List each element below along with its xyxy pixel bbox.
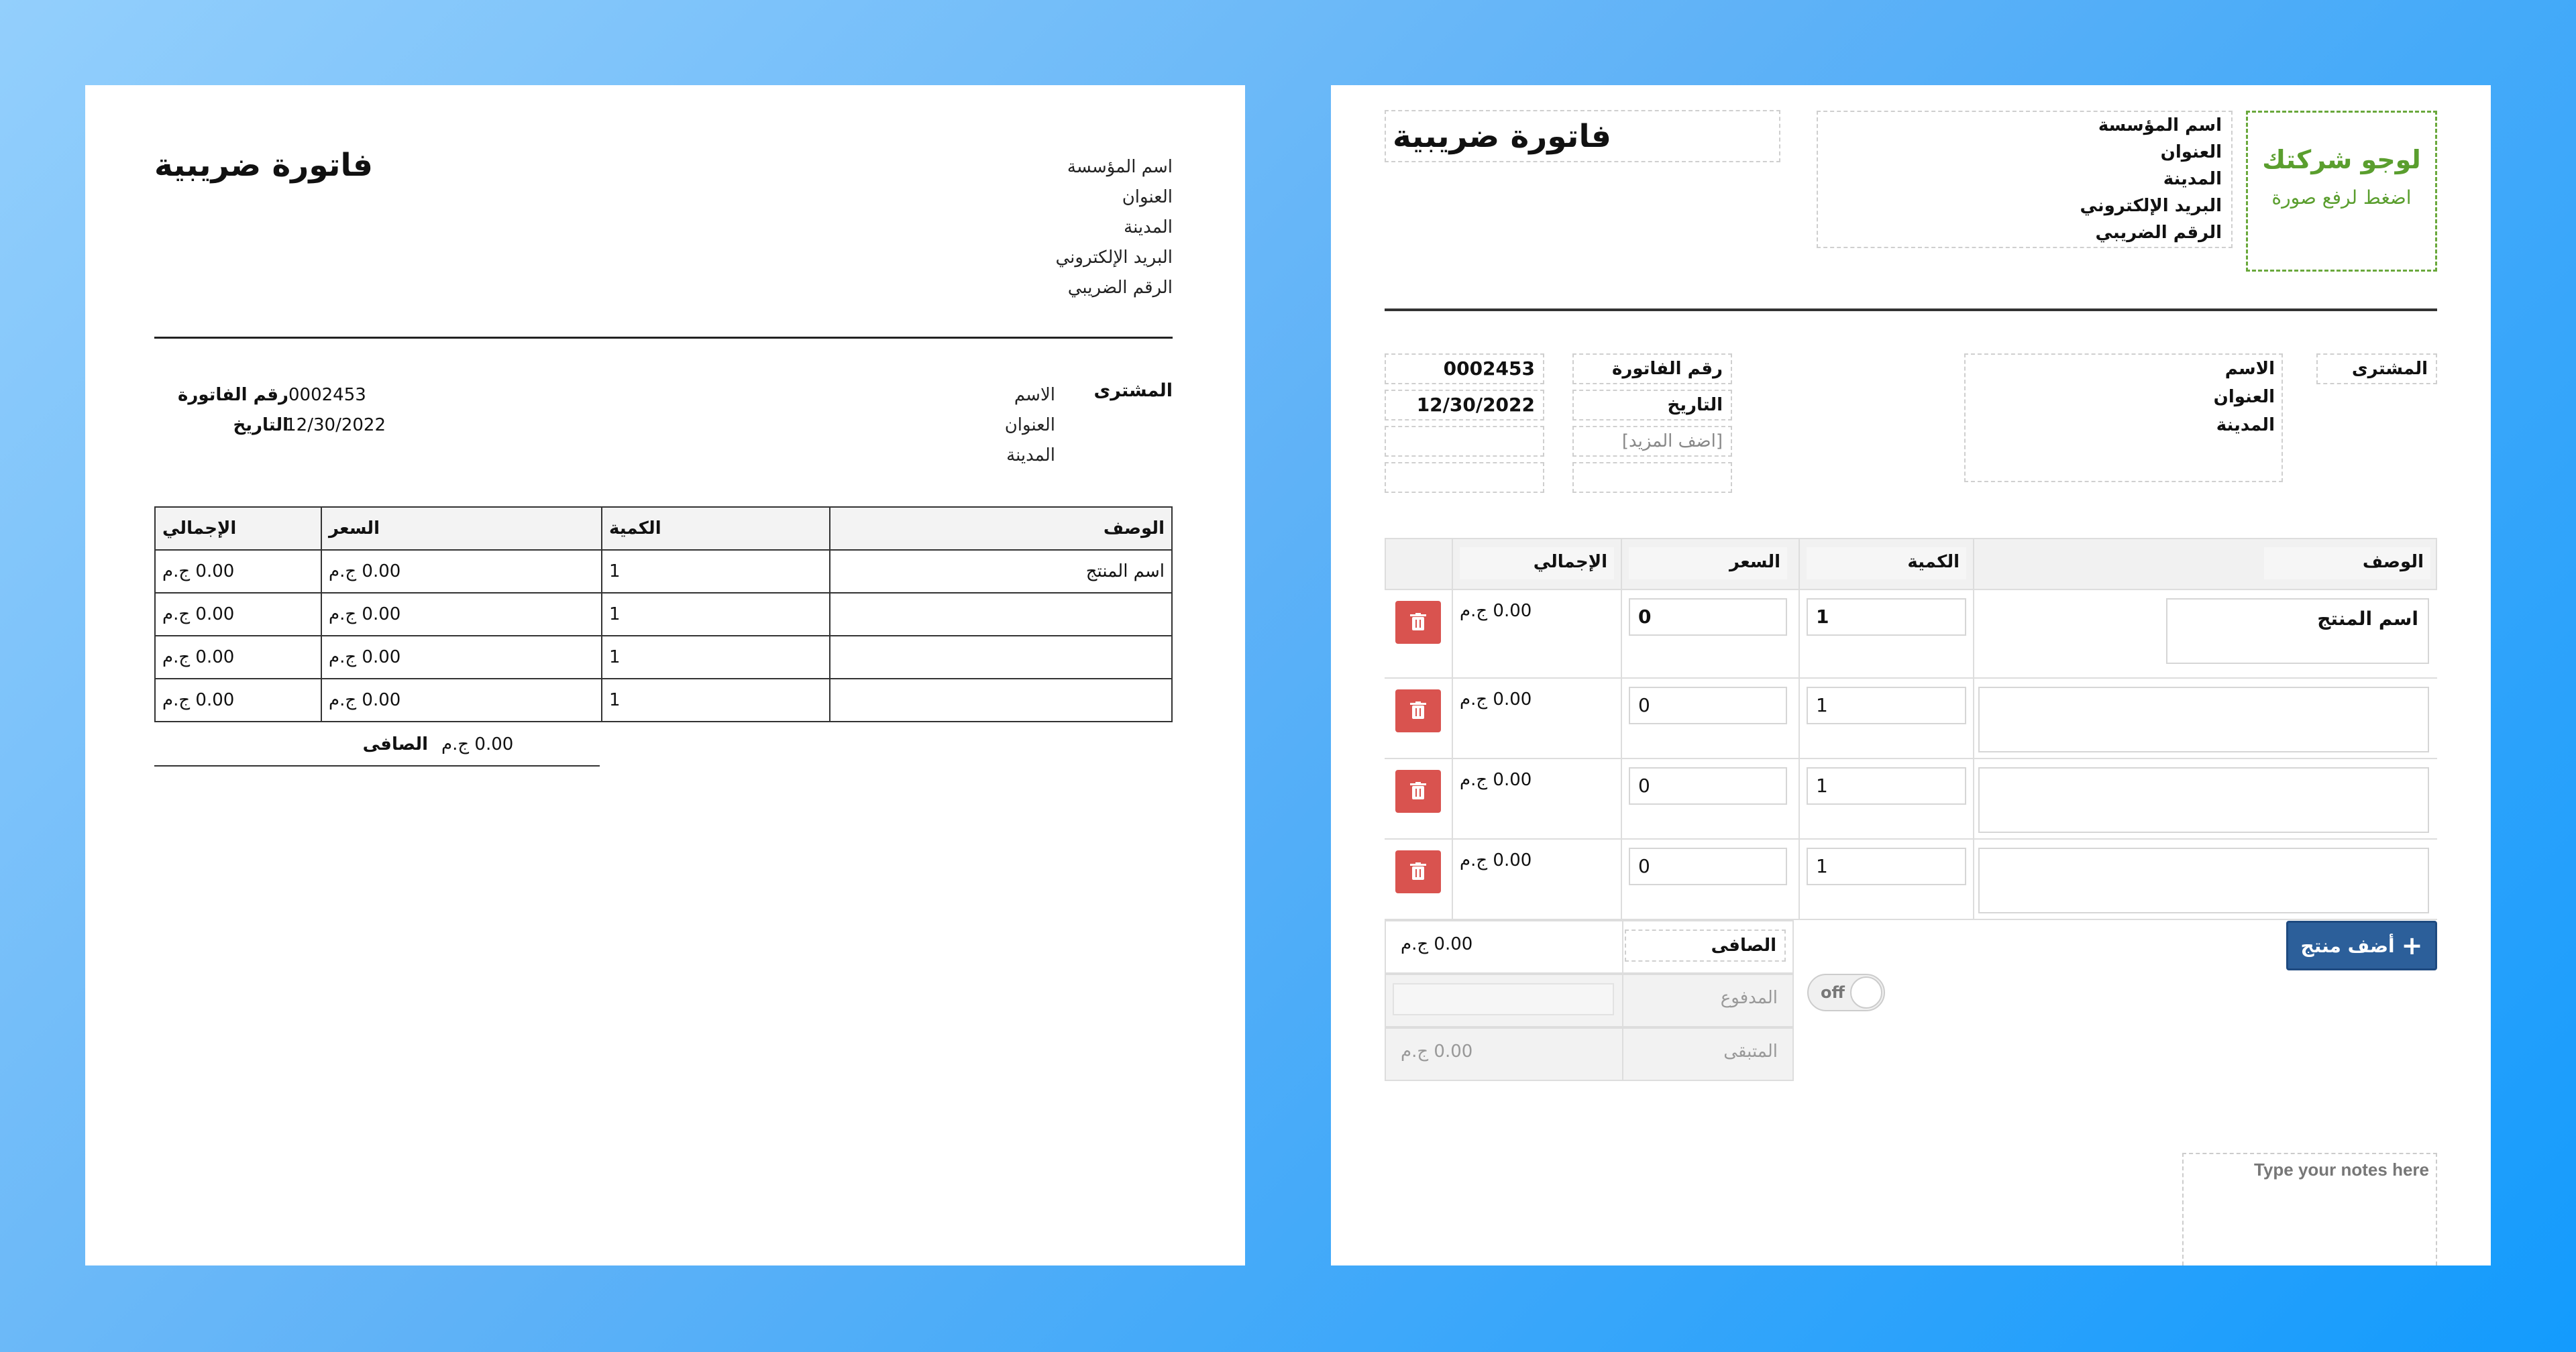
- editor-client-city[interactable]: المدينة: [2216, 415, 2275, 435]
- row-quantity: 1: [602, 550, 830, 593]
- row-total: 0.00 ج.م: [1460, 850, 1532, 870]
- editor-paid-row: [1385, 974, 1794, 1027]
- editor-title-field[interactable]: [1385, 110, 1780, 162]
- editor-paid-input[interactable]: [1393, 983, 1614, 1015]
- editor-remaining-label: المتبقى: [1723, 1041, 1778, 1062]
- paid-toggle[interactable]: [1807, 974, 1885, 1011]
- editor-header-quantity[interactable]: الكمية: [1807, 547, 1966, 579]
- table-row: [155, 636, 1172, 679]
- row-total: 0.00 ج.م: [155, 636, 321, 679]
- table-row: [155, 593, 1172, 636]
- row-description-input[interactable]: اسم المنتج: [2166, 598, 2429, 664]
- add-product-label: أضف منتج: [2300, 934, 2395, 957]
- row-quantity-input[interactable]: 1: [1807, 598, 1966, 636]
- row-total: 0.00 ج.م: [1460, 689, 1532, 710]
- preview-divider: [154, 337, 1173, 339]
- editor-remaining-value: 0.00 ج.م: [1401, 1041, 1473, 1062]
- row-total: 0.00 ج.م: [155, 679, 321, 722]
- preview-header-description: الوصف: [830, 507, 1172, 550]
- table-row: [1385, 590, 2437, 679]
- editor-client-name[interactable]: الاسم: [2224, 359, 2275, 379]
- invoice-preview-page: [85, 85, 1245, 1265]
- row-quantity: 1: [602, 636, 830, 679]
- row-price: 0.00 ج.م: [321, 679, 602, 722]
- preview-date-label: التاريخ: [233, 415, 288, 435]
- preview-invoice-meta: [154, 380, 386, 441]
- preview-client-label: المشترى: [1093, 380, 1173, 401]
- editor-company-name[interactable]: اسم المؤسسة: [2098, 115, 2222, 135]
- preview-net-value: 0.00 ج.م: [441, 734, 514, 754]
- row-price: 0.00 ج.م: [321, 550, 602, 593]
- trash-icon: [1410, 862, 1426, 881]
- row-total: 0.00 ج.م: [1460, 770, 1532, 790]
- editor-net-label[interactable]: الصافى: [1625, 929, 1786, 962]
- preview-invoice-number-label: رقم الفاتورة: [178, 385, 288, 405]
- preview-header-total: الإجمالي: [155, 507, 321, 550]
- preview-client-name: الاسم: [1014, 385, 1055, 405]
- logo-hint: اضغط لرفع صورة: [2271, 186, 2412, 209]
- preview-company-tax-number: الرقم الضريبي: [1067, 278, 1173, 298]
- preview-invoice-number: 0002453: [288, 385, 366, 405]
- table-row: [155, 679, 1172, 722]
- preview-company-address: العنوان: [1122, 187, 1173, 207]
- editor-header-total[interactable]: الإجمالي: [1460, 547, 1614, 579]
- editor-company-email[interactable]: البريد الإلكتروني: [2080, 196, 2222, 216]
- editor-invoice-number-label[interactable]: رقم الفاتورة: [1572, 353, 1732, 384]
- table-row: [155, 550, 1172, 593]
- delete-row-button[interactable]: [1395, 689, 1441, 732]
- row-quantity: 1: [602, 679, 830, 722]
- row-quantity-input[interactable]: 1: [1807, 687, 1966, 724]
- row-price-input[interactable]: 0: [1629, 598, 1787, 636]
- row-description: [830, 593, 1172, 636]
- row-price: 0.00 ج.م: [321, 636, 602, 679]
- preview-client-address: العنوان: [1004, 415, 1055, 435]
- editor-company-tax-number[interactable]: الرقم الضريبي: [2095, 223, 2222, 243]
- editor-header-price[interactable]: السعر: [1629, 547, 1787, 579]
- delete-row-button[interactable]: [1395, 850, 1441, 893]
- trash-icon: [1410, 613, 1426, 632]
- preview-items-table: [154, 506, 1173, 722]
- table-row: [1385, 679, 2437, 759]
- editor-invoice-number[interactable]: 0002453: [1385, 353, 1544, 384]
- preview-company-email: البريد الإلكتروني: [1055, 247, 1173, 268]
- row-description: [830, 679, 1172, 722]
- add-product-button[interactable]: [2286, 921, 2437, 970]
- editor-company-address[interactable]: العنوان: [2160, 142, 2222, 162]
- editor-net-total: [1385, 920, 1794, 974]
- editor-extra-value-1[interactable]: [1385, 426, 1544, 457]
- preview-client-info: [1005, 380, 1055, 471]
- editor-header-description[interactable]: الوصف: [2264, 547, 2430, 579]
- preview-header-price: السعر: [321, 507, 602, 550]
- editor-divider: [1385, 308, 2437, 311]
- summary-divider: [1622, 1029, 1623, 1080]
- editor-remaining-row: [1385, 1027, 1794, 1081]
- preview-net-label: الصافى: [362, 734, 428, 754]
- row-price-input[interactable]: 0: [1629, 687, 1787, 724]
- preview-header-quantity: الكمية: [602, 507, 830, 550]
- preview-company-info: [1056, 152, 1173, 303]
- preview-invoice-title: فاتورة ضريبية: [154, 147, 373, 184]
- row-description-input[interactable]: [1978, 767, 2429, 833]
- editor-extra-value-2[interactable]: [1385, 462, 1544, 493]
- toggle-knob: [1850, 976, 1882, 1009]
- preview-company-city: المدينة: [1124, 217, 1173, 237]
- row-quantity: 1: [602, 593, 830, 636]
- row-total: 0.00 ج.م: [155, 593, 321, 636]
- paid-toggle-label: off: [1821, 983, 1845, 1002]
- editor-client-label[interactable]: المشترى: [2316, 353, 2437, 384]
- row-price-input[interactable]: 0: [1629, 848, 1787, 885]
- editor-net-value: 0.00 ج.م: [1401, 934, 1473, 954]
- table-row: [1385, 840, 2437, 920]
- editor-company-city[interactable]: المدينة: [2163, 169, 2222, 189]
- preview-company-name: اسم المؤسسة: [1067, 157, 1173, 177]
- preview-table-header: [155, 507, 1172, 550]
- editor-paid-label: المدفوع: [1720, 988, 1778, 1008]
- row-total: 0.00 ج.م: [1460, 601, 1532, 621]
- logo-upload[interactable]: [2246, 111, 2437, 272]
- trash-icon: [1410, 701, 1426, 720]
- row-quantity-input[interactable]: 1: [1807, 767, 1966, 805]
- row-description: اسم المنتج: [830, 550, 1172, 593]
- editor-title-text: فاتورة ضريبية: [1393, 118, 1611, 155]
- notes-textarea[interactable]: Type your notes here: [2182, 1153, 2437, 1265]
- row-description-input[interactable]: [1978, 848, 2429, 913]
- logo-title: لوجو شركتك: [2262, 145, 2421, 174]
- row-description-input[interactable]: [1978, 687, 2429, 752]
- invoice-editor-page: [1331, 85, 2491, 1265]
- row-description: [830, 636, 1172, 679]
- add-more-field-button[interactable]: [اضف المزيد]: [1572, 426, 1732, 457]
- editor-client-address[interactable]: العنوان: [2213, 387, 2275, 407]
- editor-client-info[interactable]: [1964, 353, 2283, 482]
- editor-date-label[interactable]: التاريخ: [1572, 390, 1732, 420]
- row-price-input[interactable]: 0: [1629, 767, 1787, 805]
- summary-divider: [1622, 975, 1623, 1026]
- editor-extra-label-2[interactable]: [1572, 462, 1732, 493]
- preview-client-city: المدينة: [1006, 445, 1055, 465]
- row-price: 0.00 ج.م: [321, 593, 602, 636]
- delete-row-button[interactable]: [1395, 770, 1441, 813]
- editor-items-grid: [1385, 538, 2437, 920]
- summary-divider: [1622, 921, 1623, 972]
- trash-icon: [1410, 782, 1426, 801]
- preview-date: 12/30/2022: [285, 415, 386, 435]
- delete-row-button[interactable]: [1395, 601, 1441, 644]
- preview-net-total: [154, 724, 600, 767]
- table-row: [1385, 759, 2437, 840]
- row-total: 0.00 ج.م: [155, 550, 321, 593]
- editor-date[interactable]: 12/30/2022: [1385, 390, 1544, 420]
- plus-icon: +: [2401, 931, 2423, 960]
- editor-company-info[interactable]: [1817, 111, 2233, 248]
- row-quantity-input[interactable]: 1: [1807, 848, 1966, 885]
